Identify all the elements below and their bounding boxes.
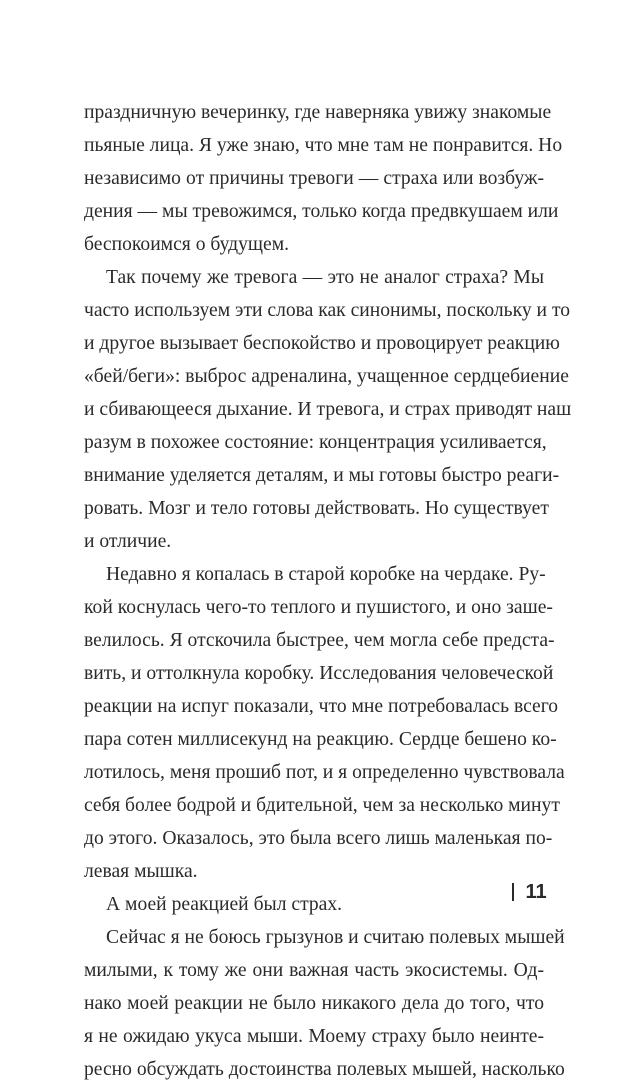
text-line: нако моей реакции не было никакого дела до того, что [84,993,544,1014]
text-line: пьяные лица. Я уже знаю, что мне там не понравится. Но [84,135,563,156]
text-line: разум в похожее состояние: концентрация усиливается, [84,432,547,453]
text-line: дения — мы тревожимся, только когда предвкушаем или [84,201,559,222]
text-line: праздничную вечеринку, где наверняка увижу знакомые [84,102,552,123]
text-line: ресно обсуждать достоинства полевых мышей, насколько [84,1059,565,1080]
folio-divider [512,883,514,901]
page-number: 11 [525,880,547,903]
text-line: велилось. Я отскочила быстрее, чем могла себе предста- [84,630,555,651]
body-text [84,96,572,1086]
paragraph [84,921,565,1086]
text-line: часто используем эти слова как синонимы, поскольку и то [84,300,571,321]
text-line: независимо от причины тревоги — страха или возбуж- [84,168,544,189]
text-line: беспокоимся о будущем. [84,234,290,255]
text-line: левая мышка. [84,861,198,882]
folio [512,879,547,905]
text-line: «бей/беги»: выброс адреналина, учащенное сердцебиение [84,366,569,387]
text-line: Недавно я копалась в старой коробке на чердаке. Ру- [106,564,546,585]
paragraph [84,261,572,558]
text-line: до этого. Оказалось, это была всего лишь маленькая по- [84,828,553,849]
paragraph [84,558,565,888]
text-line: и другое вызывает беспокойство и провоцирует реакцию [84,333,560,354]
text-line: и сбивающееся дыхание. И тревога, и страх приводят наш [84,399,572,420]
text-line: реакции на испуг показали, что мне потребовалась всего [84,696,559,717]
text-line: пара сотен миллисекунд на реакцию. Сердце бешено ко- [84,729,557,750]
text-line: внимание уделяется деталям, и мы готовы быстро реаги- [84,465,560,486]
text-line: милыми, к тому же они важная часть экосистемы. Од- [84,960,544,981]
paragraph [84,888,544,921]
text-line: я не ожидаю укуса мыши. Моему страху было неинте- [84,1026,544,1047]
text-line: вить, и оттолкнула коробку. Исследования человеческой [84,663,554,684]
text-line: кой коснулась чего-то теплого и пушистого, и оно заше- [84,597,553,618]
text-line: А моей реакцией был страх. [106,894,343,915]
text-line: лотилось, меня прошиб пот, и я определенно чувствовала [84,762,565,783]
text-line: ровать. Мозг и тело готовы действовать. Но существует [84,498,549,519]
paragraph [84,96,563,261]
text-line: и отличие. [84,531,172,552]
text-line: себя более бодрой и бдительной, чем за несколько минут [84,795,560,816]
text-line: Сейчас я не боюсь грызунов и считаю полевых мышей [106,927,565,948]
text-line: Так почему же тревога — это не аналог страха? Мы [106,267,544,288]
